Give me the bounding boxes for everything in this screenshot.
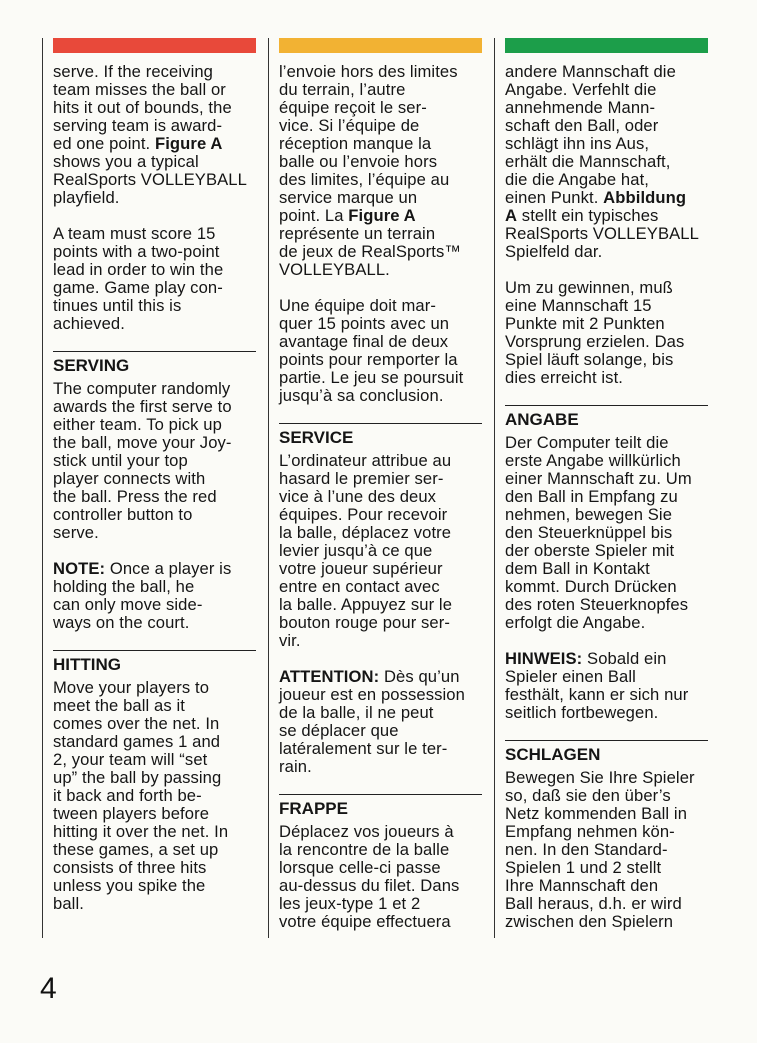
hinweis-label: HINWEIS: xyxy=(505,649,583,668)
schlagen-section xyxy=(505,740,708,931)
attention-label: ATTENTION: xyxy=(279,667,380,686)
section-divider xyxy=(505,740,708,741)
section-divider xyxy=(279,423,482,424)
abbildung-a-reference: Abbildung A xyxy=(505,188,687,225)
figure-a-reference: Figure A xyxy=(154,134,223,153)
hinweis-paragraph: HINWEIS: Sobald ein Spieler einen Ball festhält, kann er sich nur seitlich fortbewegen. xyxy=(505,649,689,722)
english-intro-paragraph: serve. If the receiving team misses the ball or hits it out of bounds, the serving team is award- ed one point. Figure A shows you a typical RealSports VOLLEYBALL playfield. xyxy=(53,62,247,207)
frappe-heading: FRAPPE xyxy=(279,799,348,818)
french-column xyxy=(268,38,494,938)
french-color-bar xyxy=(279,38,482,53)
english-score-paragraph: A team must score 15 points with a two-point lead in order to win the game. Game play con- tinues until this is achieved. xyxy=(53,224,224,333)
schlagen-heading: SCHLAGEN xyxy=(505,745,601,764)
serving-heading: SERVING xyxy=(53,356,130,375)
french-intro-paragraph: l’envoie hors des limites du terrain, l’autre équipe reçoit le ser- vice. Si l’équipe de réception manque la balle ou l’envoie hors des limites, l’équipe au service marque un point. La Figure A représente un terrain de jeux de RealSports™ VOLLEYBALL. xyxy=(279,62,462,279)
page-number: 4 xyxy=(40,972,57,1005)
section-divider xyxy=(279,794,482,795)
note-label: NOTE: xyxy=(53,559,106,578)
hitting-paragraph: Move your players to meet the ball as it comes over the net. In standard games 1 and 2, your team will “set up” the ball by passing it back and forth be- tween players before hitting it over the net. In these games, a set up consists of three hits unless you spike the ball. xyxy=(53,678,229,913)
angabe-heading: ANGABE xyxy=(505,410,579,429)
schlagen-paragraph: Bewegen Sie Ihre Spieler so, daß sie den über’s Netz kommenden Ball in Empfang nehmen kön- nen. In den Standard- Spielen 1 und 2 stellt Ihre Mannschaft den Ball heraus, d.h. er wird zwischen den Spielern xyxy=(505,768,695,931)
english-column xyxy=(42,38,268,938)
serving-paragraph: The computer randomly awards the first serve to either team. To pick up the ball, move your Joy- stick until your top player connects with the ball. Press the red controller button to serve. xyxy=(53,379,232,542)
figure-a-reference: Figure A xyxy=(348,206,416,225)
section-divider xyxy=(505,405,708,406)
section-divider xyxy=(53,650,256,651)
french-score-paragraph: Une équipe doit mar- quer 15 points avec un avantage final de deux points pour remporter la partie. Le jeu se poursuit jusqu’à sa conclusion. xyxy=(279,296,464,405)
hitting-heading: HITTING xyxy=(53,655,121,674)
hitting-section xyxy=(53,650,256,913)
note-paragraph: NOTE: Once a player is holding the ball, he can only move side- ways on the court. xyxy=(53,559,232,632)
angabe-paragraph: Der Computer teilt die erste Angabe willkürlich einer Mannschaft zu. Um den Ball in Empfang zu nehmen, bewegen Sie den Steuerknüppel bis der oberste Spieler mit dem Ball in Kontakt kommt. Durch Drücken des roten Steuerknopfes erfolgt die Angabe. xyxy=(505,433,692,632)
service-section xyxy=(279,423,482,776)
german-intro-paragraph: andere Mannschaft die Angabe. Verfehlt die annehmende Mann- schaft den Ball, oder schlägt ihn ins Aus, erhält die Mannschaft, die die Angabe hat, einen Punkt. Abbildung A stellt ein typisches RealSports VOLLEYBALL Spielfeld dar. xyxy=(505,62,699,261)
german-color-bar xyxy=(505,38,708,53)
serving-section xyxy=(53,351,256,632)
service-heading: SERVICE xyxy=(279,428,354,447)
attention-paragraph: ATTENTION: Dès qu’un joueur est en possession de la balle, il ne peut se déplacer que latéralement sur le ter- rain. xyxy=(279,667,465,776)
section-divider xyxy=(53,351,256,352)
angabe-section xyxy=(505,405,708,722)
frappe-paragraph: Déplacez vos joueurs à la rencontre de la balle lorsque celle-ci passe au-dessus du filet. Dans les jeux-type 1 et 2 votre équipe effectuera xyxy=(279,822,460,931)
german-column xyxy=(494,38,720,938)
frappe-section xyxy=(279,794,482,931)
service-paragraph: L’ordinateur attribue au hasard le premier ser- vice à l’une des deux équipes. Pour recevoir la balle, déplacez votre levier jusqu’à ce que votre joueur supérieur entre en contact avec la balle. Appuyez sur le bouton rouge pour ser- vir. xyxy=(279,451,453,650)
english-color-bar xyxy=(53,38,256,53)
german-score-paragraph: Um zu gewinnen, muß eine Mannschaft 15 Punkte mit 2 Punkten Vorsprung erzielen. Das Spiel läuft solange, bis dies erreicht ist. xyxy=(505,278,685,387)
